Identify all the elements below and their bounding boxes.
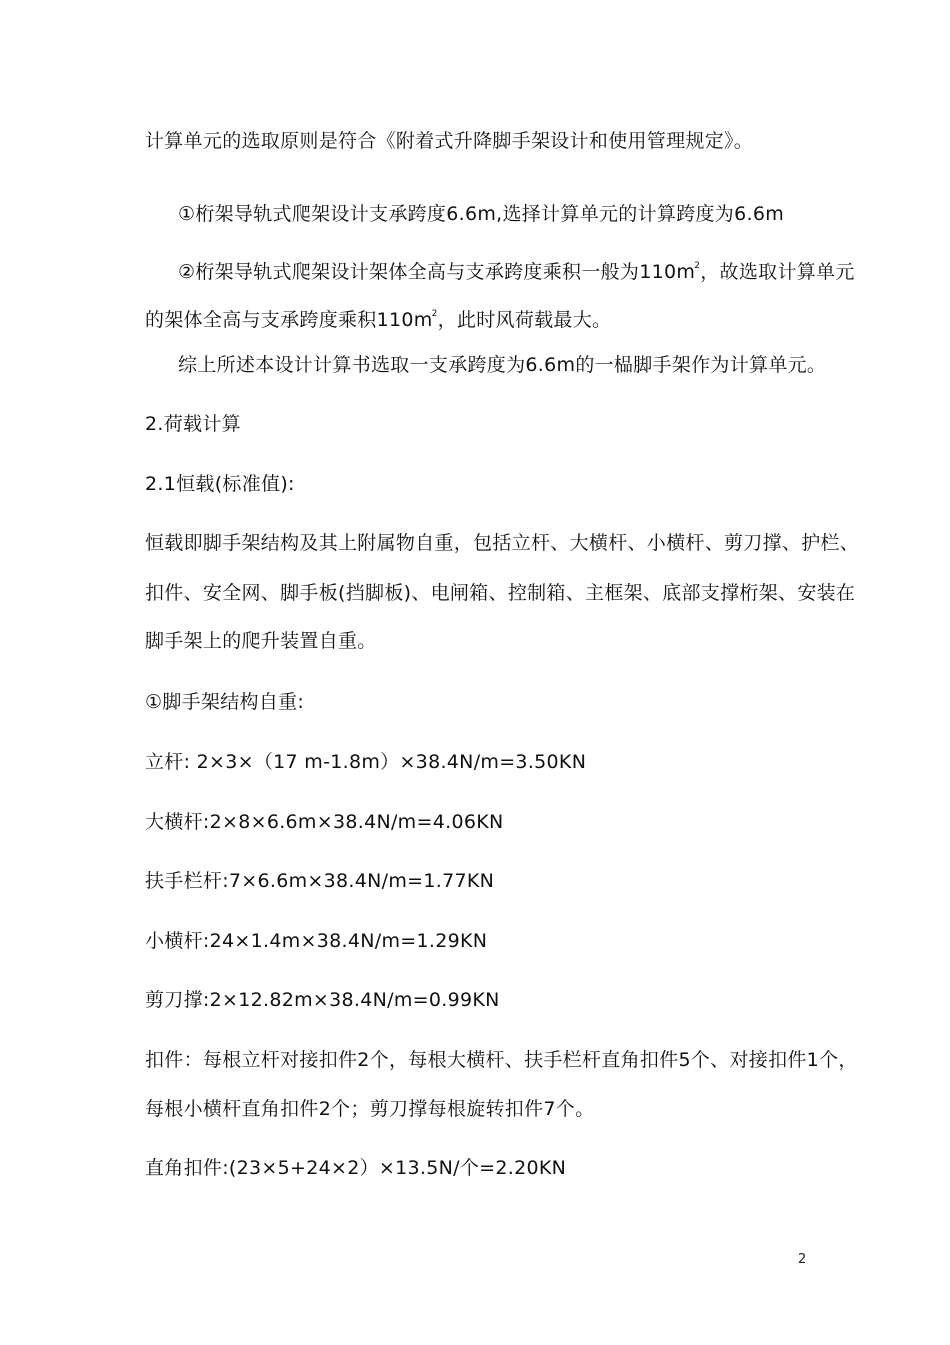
page-number: 2 [798, 1252, 807, 1267]
text-line-item-2 [178, 253, 855, 285]
text-span: ，此时风荷载最大。 [437, 309, 612, 331]
text-line-dead-load-3: 脚手架上的爬升装置自重。 [145, 630, 377, 652]
text-line-scissor-brace: 剪刀撑:2×12.82m×38.4N/m=0.99KN [145, 989, 500, 1011]
text-line-dead-load-1: 恒载即脚手架结构及其上附属物自重，包括立杆、大横杆、小横杆、剪刀撑、护栏、 [145, 532, 860, 554]
text-span: 的架体全高与支承跨度乘积110m [145, 309, 433, 331]
text-line-item-1: ①桁架导轨式爬架设计支承跨度6.6m,选择计算单元的计算跨度为6.6m [178, 203, 785, 225]
text-line-right-angle-fastener: 直角扣件:(23×5+24×2）×13.5N/个=2.20KN [145, 1157, 567, 1179]
text-line-fasteners-2: 每根小横杆直角扣件2个；剪刀撑每根旋转扣件7个。 [145, 1098, 595, 1120]
subsection-heading-dead-load: 2.1恒载(标准值): [145, 473, 295, 495]
text-line-structure-weight: ①脚手架结构自重: [145, 691, 305, 713]
text-span: ②桁架导轨式爬架设计架体全高与支承跨度乘积一般为110m [178, 261, 696, 283]
section-heading-load-calculation: 2.荷载计算 [145, 413, 241, 435]
superscript: 2 [431, 309, 438, 319]
text-line-selection-principle: 计算单元的选取原则是符合《附着式升降脚手架设计和使用管理规定》。 [145, 130, 754, 152]
text-line-small-crossbar: 小横杆:24×1.4m×38.4N/m=1.29KN [145, 930, 488, 952]
text-line-handrail: 扶手栏杆:7×6.6m×38.4N/m=1.77KN [145, 870, 495, 892]
text-span: ，故选取计算单元 [700, 261, 855, 283]
text-line-summary: 综上所述本设计计算书选取一支承跨度为6.6m的一榀脚手架作为计算单元。 [178, 354, 827, 376]
text-line-dead-load-2: 扣件、安全网、脚手板(挡脚板)、电闸箱、控制箱、主框架、底部支撑桁架、安装在 [145, 582, 856, 604]
text-line-upright-pole: 立杆: 2×3×（17 m-1.8m）×38.4N/m=3.50KN [145, 751, 587, 773]
text-line-item-2-continued [145, 301, 611, 333]
text-line-large-crossbar: 大横杆:2×8×6.6m×38.4N/m=4.06KN [145, 811, 504, 833]
superscript: 2 [694, 261, 701, 271]
text-line-fasteners-1: 扣件：每根立杆对接扣件2个，每根大横杆、扶手栏杆直角扣件5个、对接扣件1个， [145, 1049, 858, 1071]
